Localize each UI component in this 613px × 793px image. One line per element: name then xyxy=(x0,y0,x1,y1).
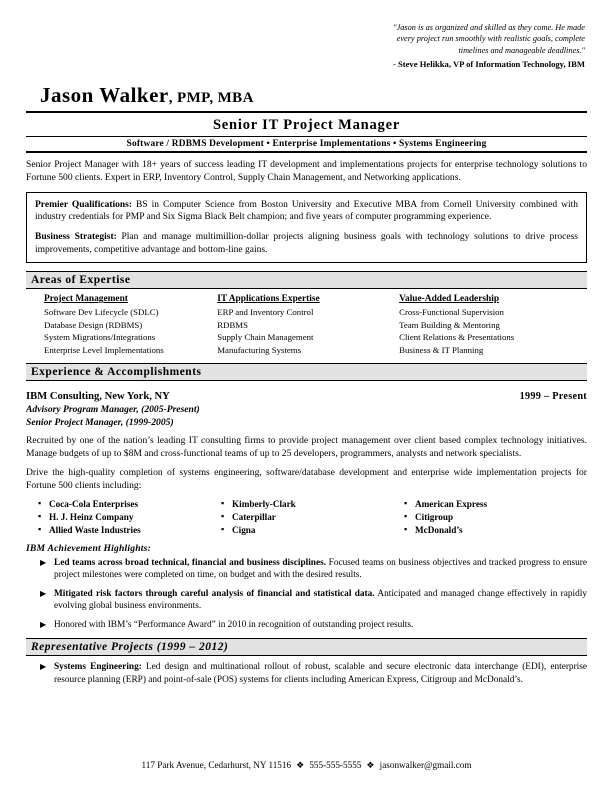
expertise-heading: Project Management xyxy=(44,294,128,305)
footer-separator-icon: ❖ xyxy=(296,760,305,770)
professional-summary: Senior Project Manager with 18+ years of success leading IT development and implementations projects for enterprise technology solutions to Fortune 500 clients. Expert in ERP, Inventory Control, Supply Chain Management, and Networking applications. xyxy=(26,159,587,183)
job-title-2: Senior Project Manager, (1999-2005) xyxy=(26,416,174,428)
divider-top xyxy=(26,111,587,113)
expertise-item: Manufacturing Systems xyxy=(217,344,302,355)
experience-paragraph-1: Recruited by one of the nation’s leading IT consulting firms to provide project management over client based complex technology initiatives. Manage budgets of up to $8M and cross-functional teams of up to 25 developers, programmers, analysts and network specialists. xyxy=(26,435,587,460)
employer-name-group xyxy=(26,386,170,404)
footer-separator-icon: ❖ xyxy=(366,760,375,770)
project-bullet xyxy=(26,661,587,686)
achievement-text xyxy=(54,557,587,582)
client-item: ▪ Allied Waste Industries xyxy=(38,524,221,537)
quote-line-1: "Jason is as organized and skilled as they come. He made xyxy=(393,23,585,32)
client-column-1 xyxy=(38,498,221,538)
client-item: ▪ McDonald’s xyxy=(404,524,587,537)
achievement-body: Honored with IBM’s “Performance Award” in 2010 in recognition of outstanding project results. xyxy=(54,619,414,630)
client-item: ▪ American Express xyxy=(404,498,587,511)
achievement-body: Anticipated and managed change effectively in rapidly evolving global business environments. xyxy=(54,588,587,612)
achievement-text xyxy=(54,588,587,613)
quote-attribution: - Steve Helikka, VP of Information Technology, IBM xyxy=(392,59,585,70)
arrow-bullet-icon: ▶ xyxy=(40,588,47,598)
client-item: ▪ Kimberly-Clark xyxy=(221,498,404,511)
expertise-item: System Migrations/Integrations xyxy=(44,332,156,343)
client-list xyxy=(26,498,587,538)
achievement-lead: Led teams across broad technical, financial and business disciplines. xyxy=(54,557,327,568)
project-lead: Systems Engineering: xyxy=(54,662,142,673)
contact-footer xyxy=(26,760,587,771)
achievement-text xyxy=(54,619,587,631)
employer-dates: 1999 – Present xyxy=(519,391,587,403)
achievement-bullet xyxy=(26,588,587,613)
expertise-heading: IT Applications Expertise xyxy=(217,294,320,305)
client-item: ▪ Citigroup xyxy=(404,511,587,524)
expertise-item: Business & IT Planning xyxy=(399,344,484,355)
project-text xyxy=(54,661,587,686)
achievement-lead: Mitigated risk factors through careful analysis of financial and statistical data. xyxy=(54,588,375,599)
employer-location: , New York, NY xyxy=(99,391,170,403)
client-item: ▪ Cigna xyxy=(221,524,404,537)
qualification-premier xyxy=(35,199,578,224)
qualification-premier-label: Premier Qualifications: xyxy=(35,199,133,210)
divider-title xyxy=(26,136,587,137)
qualifications-box xyxy=(26,192,587,264)
expertise-column-it-applications xyxy=(217,294,399,356)
job-title-1: Advisory Program Manager, (2005-Present) xyxy=(26,404,200,416)
arrow-bullet-icon: ▶ xyxy=(40,619,47,629)
expertise-columns xyxy=(26,294,587,356)
expertise-column-project-management xyxy=(44,294,217,356)
project-body: Led design and multinational rollout of robust, scalable and secure electronic data interchange (EDI), enterprise resource planning (ERP) and point-of-sale (POS) systems for clients including American Express, Citigroup and McDonald’s. xyxy=(54,662,587,685)
employer-row xyxy=(26,386,587,404)
contact-phone[interactable]: 555-555-5555 xyxy=(309,760,362,770)
qualification-strategist-label: Business Strategist: xyxy=(35,231,117,242)
expertise-item: ERP and Inventory Control xyxy=(217,307,314,318)
qualification-strategist-text: Plan and manage multimillion-dollar projects aligning business goals with technology solutions to drive process improvements, competitive advantage and bottom-line gains. xyxy=(35,231,578,255)
client-item: ▪ Coca-Cola Enterprises xyxy=(38,498,221,511)
candidate-credentials: , PMP, MBA xyxy=(168,90,254,107)
qualification-strategist xyxy=(35,231,578,256)
testimonial-quote xyxy=(26,22,585,71)
client-item: ▪ H. J. Heinz Company xyxy=(38,511,221,524)
arrow-bullet-icon: ▶ xyxy=(40,557,47,567)
section-heading-expertise: Areas of Expertise xyxy=(26,271,587,289)
section-heading-experience: Experience & Accomplishments xyxy=(26,363,587,381)
employer-name: IBM Consulting xyxy=(26,391,100,403)
experience-paragraph-2: Drive the high-quality completion of systems engineering, software/database development and enterprise wide implementation projects for Fortune 500 clients including: xyxy=(26,467,587,491)
expertise-item: Database Design (RDBMS) xyxy=(44,319,143,330)
expertise-item: Supply Chain Management xyxy=(217,332,314,343)
expertise-column-value-added-leadership xyxy=(399,294,581,356)
section-heading-projects: Representative Projects (1999 – 2012) xyxy=(26,638,587,656)
expertise-heading: Value-Added Leadership xyxy=(399,294,500,305)
page-title: Senior IT Project Manager xyxy=(212,117,401,134)
expertise-item: Team Building & Mentoring xyxy=(399,319,500,330)
qualification-premier-text: BS in Computer Science from Boston University and Executive MBA from Cornell University combined with industry credentials for PMP and Six Sigma Black Belt champion; and five years of computer programming experience. xyxy=(35,199,578,223)
candidate-name: Jason Walker xyxy=(40,83,169,108)
contact-email[interactable]: jasonwalker@gmail.com xyxy=(379,760,472,770)
achievement-bullet xyxy=(26,619,587,631)
expertise-item: Cross-Functional Supervision xyxy=(399,307,504,318)
achievement-body: Focused teams on business objectives and tracked progress to ensure project milestones were completed on time, on budget and with the desired results. xyxy=(54,557,587,581)
name-header xyxy=(26,83,587,108)
expertise-item: Client Relations & Presentations xyxy=(399,332,515,343)
expertise-item: RDBMS xyxy=(217,319,249,330)
achievements-heading: IBM Achievement Highlights: xyxy=(26,542,151,554)
arrow-bullet-icon: ▶ xyxy=(40,662,47,672)
divider-subtitle xyxy=(26,151,587,153)
client-column-2 xyxy=(221,498,404,538)
page-subtitle: Software / RDBMS Development • Enterprise Implementations • Systems Engineering xyxy=(126,139,487,150)
expertise-item: Software Dev Lifecycle (SDLC) xyxy=(44,307,159,318)
quote-line-3: timelines and manageable deadlines." xyxy=(458,45,585,55)
quote-line-2: every project run smoothly with realistic goals, complete xyxy=(396,34,585,44)
expertise-item: Enterprise Level Implementations xyxy=(44,344,164,355)
client-column-3 xyxy=(404,498,587,538)
client-item: ▪ Caterpillar xyxy=(221,511,404,524)
achievement-bullet xyxy=(26,557,587,582)
contact-address: 117 Park Avenue, Cedarhurst, NY 11516 xyxy=(141,760,292,770)
